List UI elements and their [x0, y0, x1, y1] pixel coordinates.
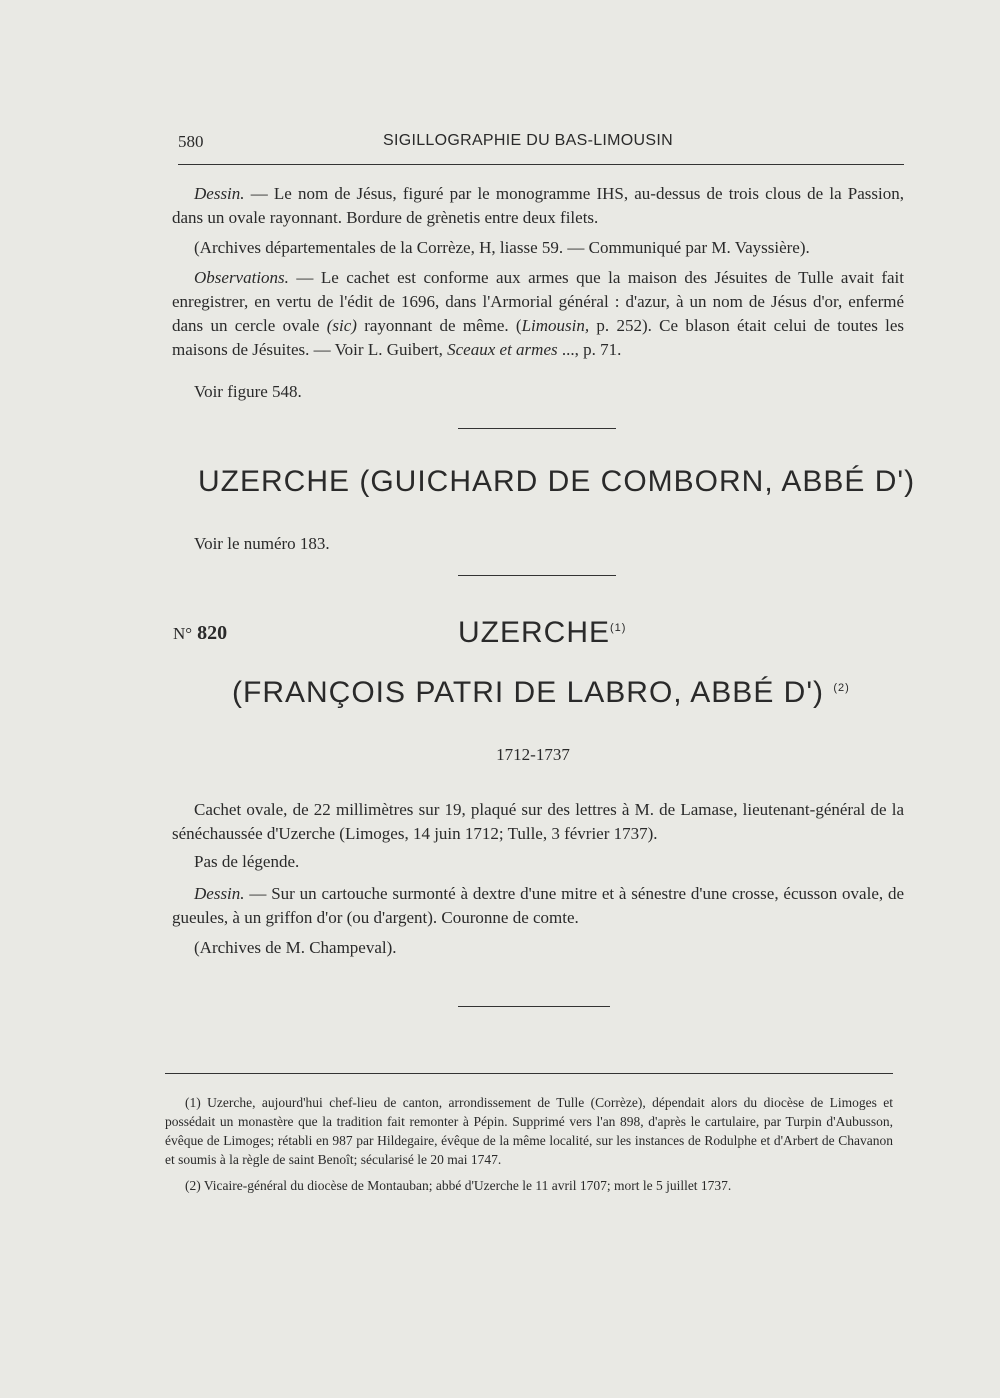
- entry-number-value: 820: [197, 622, 228, 644]
- entry-number-prefix: N°: [173, 624, 193, 643]
- entry-prev-observations: [172, 266, 904, 362]
- title-footnote-ref-2: (2): [833, 682, 850, 694]
- entry-dessin: [172, 882, 904, 930]
- title-footnote-ref-1: (1): [610, 622, 627, 634]
- entry-description: [172, 798, 904, 846]
- section-title-guichard: UZERCHE (GUICHARD DE COMBORN, ABBÉ D'): [198, 465, 916, 498]
- entry-title-francois: (FRANÇOIS PATRI DE LABRO, ABBÉ D'): [232, 676, 825, 709]
- observations-text-1: — Le cachet est conforme aux armes que la maison des Jésuites de Tulle avait fait enregistrer, en vertu de l'édit de 1696, dans l'Armorial général : d'azur, à un nom de Jésus d'or, enfermé dans un cercle ovale: [172, 268, 904, 335]
- observations-label: Observations.: [194, 268, 289, 287]
- voir-numero: Voir le numéro 183.: [194, 534, 330, 553]
- dessin-text: — Le nom de Jésus, figuré par le monogramme IHS, au-dessus de trois clous de la Passion, dans un ovale rayonnant. Bordure de grènetis entre deux filets.: [172, 184, 904, 227]
- page-number: 580: [178, 132, 204, 151]
- entry-dessin-text: — Sur un cartouche surmonté à dextre d'une mitre et à sénestre d'une crosse, écusson ovale, de gueules, à un griffon d'or (ou d'argent). Couronne de comte.: [172, 884, 904, 927]
- entry-title-line2: [232, 676, 850, 710]
- entry-prev-dessin: [172, 182, 904, 230]
- section-guichard-voir: [172, 532, 904, 556]
- archives-text: (Archives départementales de la Corrèze, H, liasse 59. — Communiqué par M. Vayssière).: [194, 238, 810, 257]
- entry-prev-archives: [172, 236, 904, 260]
- entry-archives-text: (Archives de M. Champeval).: [194, 938, 397, 957]
- voir-figure: Voir figure 548.: [194, 382, 302, 401]
- footnote-2: (2) Vicaire-général du diocèse de Montauban; abbé d'Uzerche le 11 avril 1707; mort le 5 juillet 1737.: [185, 1178, 732, 1193]
- entry-archives: [172, 936, 904, 960]
- observations-text-3: p. 252). Ce blason était celui de toutes les maisons de Jésuites. — Voir L. Guibert,: [172, 316, 905, 359]
- header-rule: [178, 164, 904, 165]
- observations-sic: (sic): [326, 316, 357, 335]
- separator-rule-1: [458, 428, 616, 429]
- observations-limousin: Limousin,: [521, 316, 590, 335]
- footnote-rule: [165, 1073, 893, 1074]
- separator-rule-3: [458, 1006, 610, 1007]
- entry-number: [173, 622, 227, 645]
- observations-sceaux: Sceaux et armes: [447, 340, 558, 359]
- entry-dates-block: [172, 743, 904, 767]
- entry-legende: [172, 850, 904, 874]
- entry-prev-voir: [172, 380, 904, 404]
- observations-text-4: ..., p. 71.: [557, 340, 622, 359]
- description-text: Cachet ovale, de 22 millimètres sur 19, plaqué sur des lettres à M. de Lamase, lieutenant-général de la sénéchaussée d'Uzerche (Limoges, 14 juin 1712; Tulle, 3 février 1737).: [172, 800, 904, 843]
- entry-dessin-label: Dessin.: [194, 884, 245, 903]
- legende-text: Pas de légende.: [194, 852, 300, 871]
- footnotes: [165, 1093, 893, 1195]
- separator-rule-2: [458, 575, 616, 576]
- entry-title-line1: [458, 616, 626, 650]
- observations-text-2: rayonnant de même. (: [356, 316, 522, 335]
- running-head: SIGILLOGRAPHIE DU BAS-LIMOUSIN: [383, 132, 673, 149]
- entry-title-uzerche: UZERCHE: [458, 616, 611, 649]
- dessin-label: Dessin.: [194, 184, 245, 203]
- entry-dates: 1712-1737: [496, 745, 570, 764]
- footnote-1: (1) Uzerche, aujourd'hui chef-lieu de canton, arrondissement de Tulle (Corrèze), dépendait alors du diocèse de Limoges et possédait un monastère que la tradition fait remonter à Pépin. Supprimé vers l'an 898, d'après le cartulaire, par Turpin d'Aubusson, évêque de Limoges; rétabli en 987 par Hildegaire, évêque de la même localité, sur les instances de Rodulphe et d'Arbert de Chavanon et soumis à la règle de saint Benoît; sécularisé le 20 mai 1747.: [165, 1095, 893, 1167]
